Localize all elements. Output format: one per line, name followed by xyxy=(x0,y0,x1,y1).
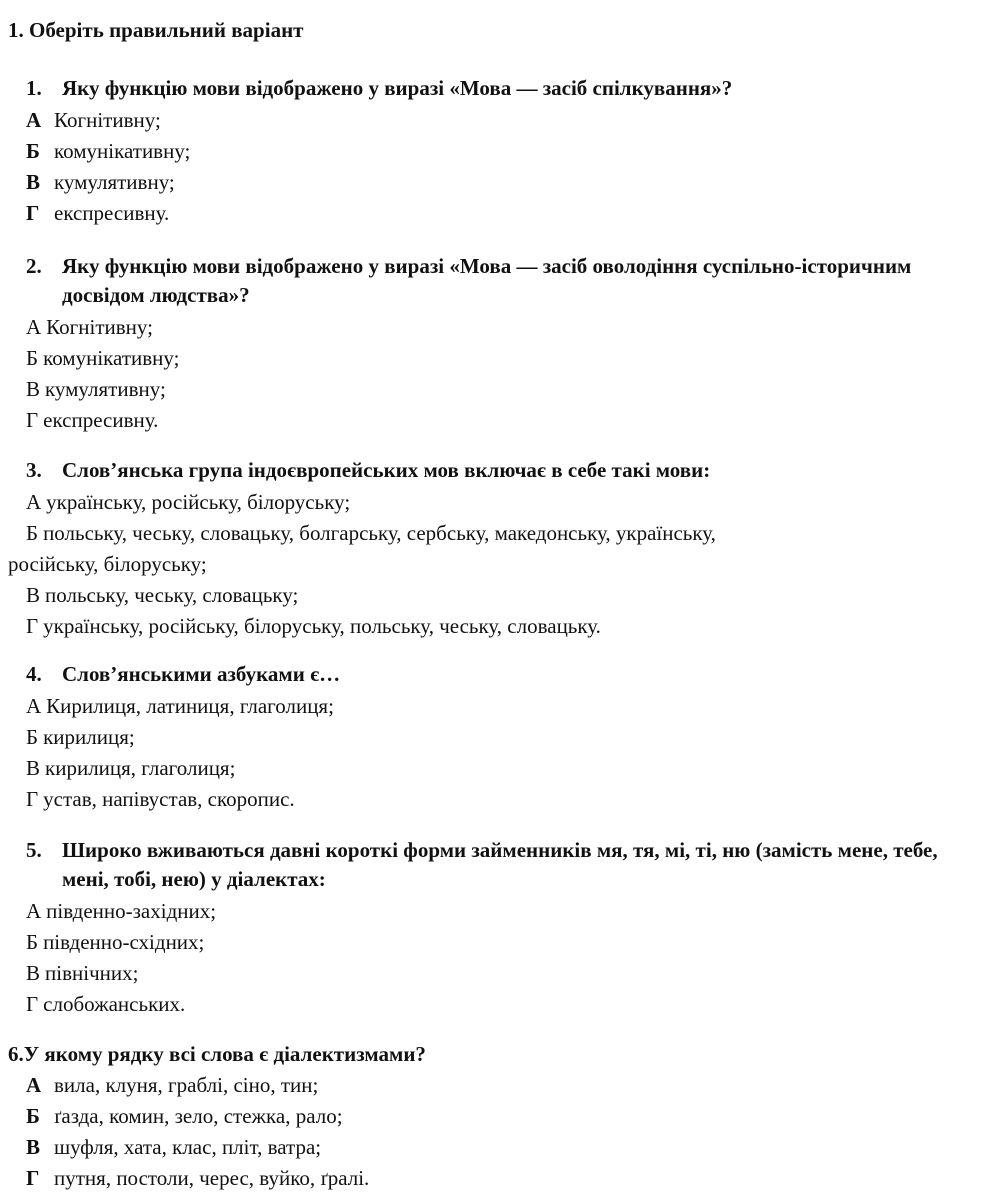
option-letter: Г xyxy=(26,1166,40,1190)
option-text: Когнітивну; xyxy=(46,315,153,339)
option-letter: Б xyxy=(26,521,39,545)
option-letter: В xyxy=(26,583,41,607)
question-text: Широко вживаються давні короткі форми займенників мя, тя, мі, ті, ню (замість мене, тебе, мені, тобі, нею) у діалектах: xyxy=(62,838,938,891)
question-number: 5. xyxy=(26,838,42,862)
option-text-continuation: російську, білоруську; xyxy=(8,552,207,576)
option-v xyxy=(26,580,976,611)
option-text: південно-східних; xyxy=(43,930,205,954)
option-letter: А xyxy=(26,108,42,132)
option-h xyxy=(26,784,976,815)
question-3 xyxy=(8,456,976,642)
option-text: комунікативну; xyxy=(54,139,191,163)
option-text: українську, російську, білоруську; xyxy=(46,490,351,514)
option-h xyxy=(26,198,976,229)
option-letter: В xyxy=(26,756,41,780)
option-v xyxy=(26,1132,976,1163)
option-letter: Г xyxy=(26,787,39,811)
option-letter: Б xyxy=(26,139,40,163)
section-title: 1. Оберіть правильний варіант xyxy=(8,18,304,42)
option-text: кирилиця; xyxy=(43,725,135,749)
option-text: українську, російську, білоруську, польську, чеську, словацьку. xyxy=(43,614,601,638)
option-text: польську, чеську, словацьку, болгарську, сербську, македонську, українську, xyxy=(43,521,716,545)
option-text: північних; xyxy=(45,961,139,985)
question-1 xyxy=(26,74,976,229)
question-4 xyxy=(26,660,976,815)
option-a xyxy=(26,312,976,343)
option-text: комунікативну; xyxy=(43,346,180,370)
option-letter: А xyxy=(26,694,42,718)
option-text: польську, чеську, словацьку; xyxy=(45,583,299,607)
option-letter: Г xyxy=(26,614,39,638)
option-b xyxy=(26,343,976,374)
option-b xyxy=(26,136,976,167)
option-text: південно-західних; xyxy=(46,899,217,923)
option-text: слобожанських. xyxy=(43,992,186,1016)
option-text: кумулятивну; xyxy=(54,170,175,194)
question-heading xyxy=(26,836,976,894)
question-2 xyxy=(26,252,976,436)
question-text: Яку функцію мови відображено у виразі «Мова — засіб спілкування»? xyxy=(62,76,733,100)
question-6-title: 6.У якому рядку всі слова є діалектизмами? xyxy=(8,1042,426,1066)
option-b xyxy=(26,1101,976,1132)
option-text: Кирилиця, латиниця, глаголиця; xyxy=(46,694,334,718)
option-v xyxy=(26,167,976,198)
option-letter: Г xyxy=(26,992,39,1016)
question-5 xyxy=(26,836,976,1020)
question-heading xyxy=(26,252,976,310)
option-letter: Б xyxy=(26,346,39,370)
option-text: шуфля, хата, клас, пліт, ватра; xyxy=(54,1135,322,1159)
option-b xyxy=(8,518,976,580)
option-letter: В xyxy=(26,961,41,985)
option-text: ґазда, комин, зело, стежка, рало; xyxy=(54,1104,343,1128)
option-text: путня, постоли, черес, вуйко, ґралі. xyxy=(54,1166,370,1190)
option-b xyxy=(26,927,976,958)
option-letter: В xyxy=(26,1135,41,1159)
option-letter: А xyxy=(26,490,42,514)
option-text: кирилиця, глаголиця; xyxy=(45,756,236,780)
question-number: 2. xyxy=(26,254,42,278)
question-number: 3. xyxy=(26,458,42,482)
option-letter: Б xyxy=(26,725,39,749)
option-h xyxy=(26,611,976,642)
option-letter: А xyxy=(26,315,42,339)
option-text: Когнітивну; xyxy=(54,108,161,132)
question-text: Слов’янськими азбуками є… xyxy=(62,662,341,686)
option-text: експресивну. xyxy=(43,408,159,432)
question-6 xyxy=(26,1070,976,1194)
question-text: Слов’янська група індоєвропейських мов включає в себе такі мови: xyxy=(62,458,711,482)
option-b xyxy=(26,722,976,753)
option-letter: А xyxy=(26,1073,42,1097)
option-text: кумулятивну; xyxy=(45,377,166,401)
option-letter: В xyxy=(26,170,41,194)
question-heading xyxy=(26,456,976,485)
option-v xyxy=(26,958,976,989)
option-text: експресивну. xyxy=(54,201,170,225)
option-letter: Б xyxy=(26,930,39,954)
option-h xyxy=(26,405,976,436)
option-a xyxy=(26,691,976,722)
option-h xyxy=(26,1163,976,1194)
question-number: 1. xyxy=(26,76,42,100)
option-letter: А xyxy=(26,899,42,923)
option-letter: Г xyxy=(26,408,39,432)
option-text: вила, клуня, граблі, сіно, тин; xyxy=(54,1073,319,1097)
option-v xyxy=(26,753,976,784)
question-number: 4. xyxy=(26,662,42,686)
option-h xyxy=(26,989,976,1020)
option-a xyxy=(26,1070,976,1101)
option-text: устав, напівустав, скоропис. xyxy=(43,787,295,811)
option-v xyxy=(26,374,976,405)
question-text: Яку функцію мови відображено у виразі «Мова — засіб оволодіння суспільно-історичним досвідом людства»? xyxy=(62,254,912,307)
option-a xyxy=(26,896,976,927)
question-heading xyxy=(26,660,976,689)
option-a xyxy=(26,487,976,518)
option-letter: Г xyxy=(26,201,40,225)
option-a xyxy=(26,105,976,136)
question-heading xyxy=(26,74,976,103)
option-letter: В xyxy=(26,377,41,401)
option-letter: Б xyxy=(26,1104,40,1128)
